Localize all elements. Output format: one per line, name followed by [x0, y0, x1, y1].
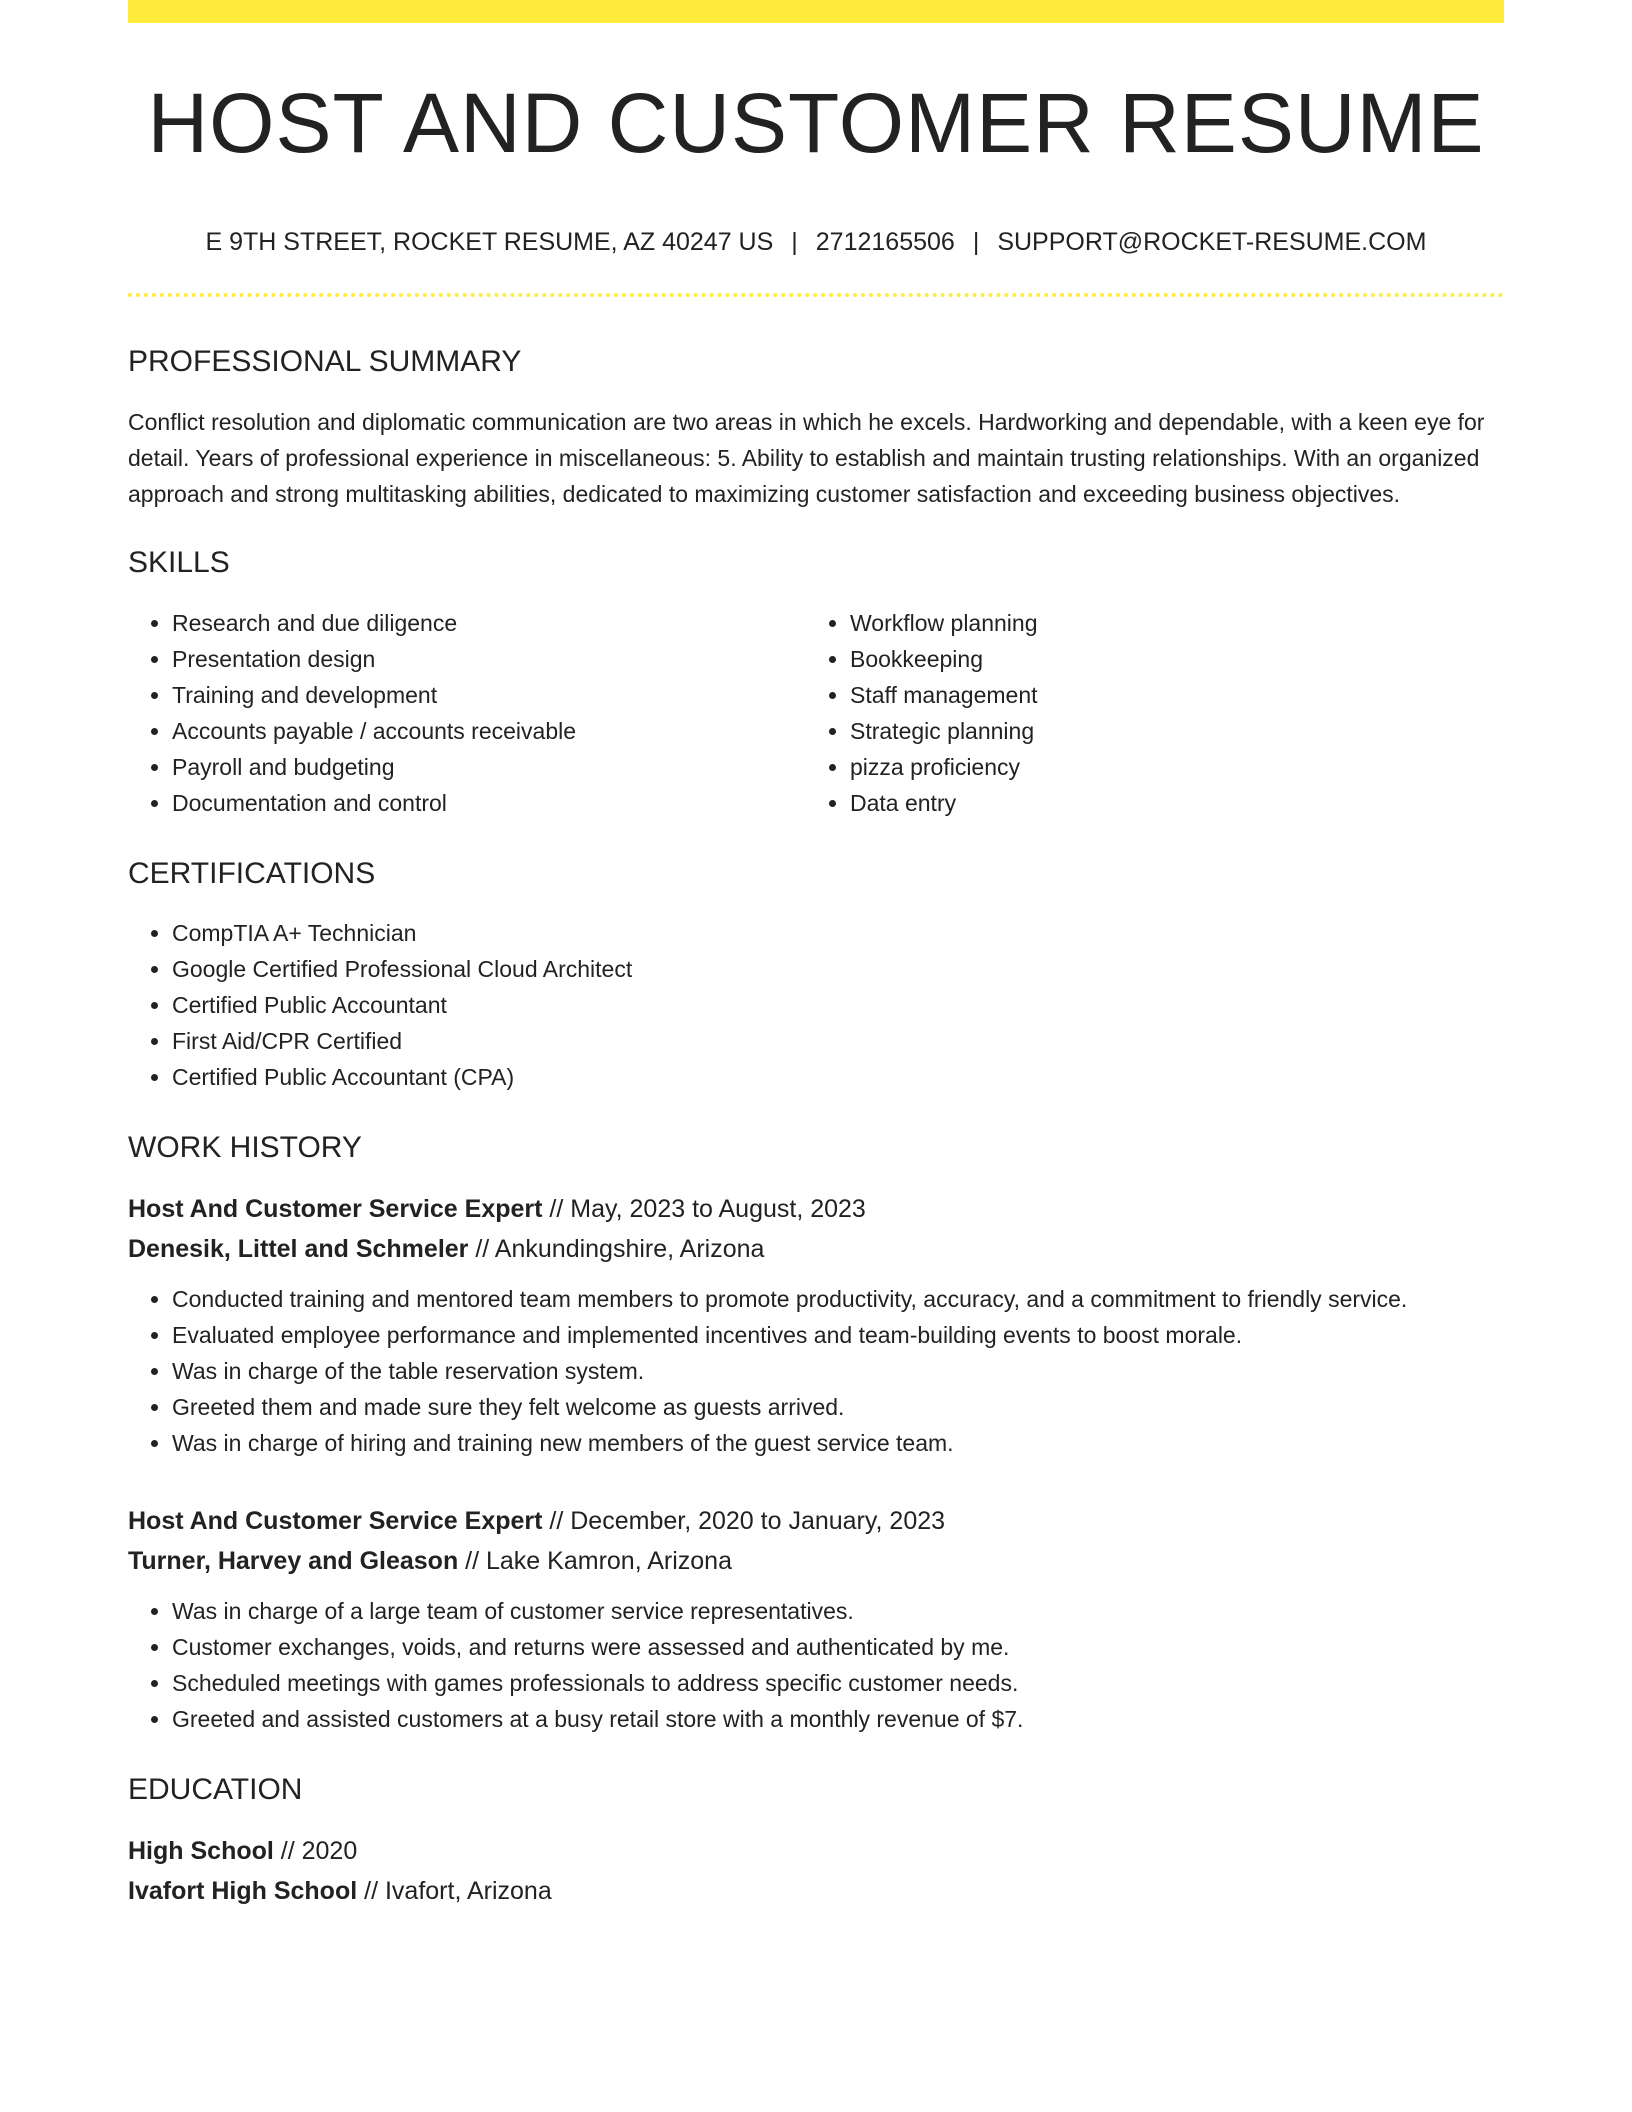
- job-title: Host And Customer Service Expert: [128, 1195, 543, 1223]
- list-item: • Accounts payable / accounts receivable: [172, 713, 806, 749]
- skills-grid: [128, 605, 1504, 821]
- education-degree: High School: [128, 1837, 274, 1865]
- skills-column-left: [128, 605, 806, 821]
- contact-line: [128, 230, 1504, 255]
- job-company-line: [128, 1229, 1504, 1269]
- job-title-line: [128, 1189, 1504, 1229]
- education-entry: [128, 1831, 1504, 1911]
- job-company: Turner, Harvey and Gleason: [128, 1547, 459, 1575]
- job-company-line: [128, 1541, 1504, 1581]
- list-item: • Was in charge of the table reservation system.: [172, 1353, 1504, 1389]
- education-school: Ivafort High School: [128, 1877, 358, 1905]
- list-item: • Documentation and control: [172, 785, 806, 821]
- education-heading: EDUCATION: [128, 1773, 303, 1806]
- contact-email: SUPPORT@ROCKET-RESUME.COM: [997, 228, 1427, 256]
- list-item: • Greeted and assisted customers at a busy retail store with a monthly revenue of $7.: [172, 1701, 1504, 1737]
- list-item: • Training and development: [172, 677, 806, 713]
- job-dates: // December, 2020 to January, 2023: [542, 1507, 946, 1535]
- job-entry: [128, 1189, 1504, 1461]
- job-title: Host And Customer Service Expert: [128, 1507, 543, 1535]
- list-item: • Bookkeeping: [850, 641, 1484, 677]
- list-item: • Was in charge of a large team of customer service representatives.: [172, 1593, 1504, 1629]
- job-title-line: [128, 1501, 1504, 1541]
- education-degree-line: [128, 1831, 1504, 1871]
- contact-phone: 2712165506: [815, 228, 955, 256]
- list-item: • Greeted them and made sure they felt welcome as guests arrived.: [172, 1389, 1504, 1425]
- list-item: • Customer exchanges, voids, and returns were assessed and authenticated by me.: [172, 1629, 1504, 1665]
- list-item: • Payroll and budgeting: [172, 749, 806, 785]
- summary-text: Conflict resolution and diplomatic communication are two areas in which he excels. Hardworking and dependable, with a keen eye for detail. Years of professional experience in miscellaneous: 5. Ability to establish and maintain trusting relationships. With an organized approach and strong multitasking abilities, dedicated to maximizing customer satisfaction and exceeding business objectives.: [128, 409, 1485, 507]
- top-accent-bar: [128, 0, 1504, 23]
- skills-heading: SKILLS: [128, 546, 230, 579]
- contact-separator: |: [791, 228, 798, 256]
- list-item: • Research and due diligence: [172, 605, 806, 641]
- list-item: • Data entry: [850, 785, 1484, 821]
- list-item: • Presentation design: [172, 641, 806, 677]
- job-company: Denesik, Littel and Schmeler: [128, 1235, 469, 1263]
- job-duties-list: [128, 1593, 1504, 1737]
- list-item: • pizza proficiency: [850, 749, 1484, 785]
- list-item: • Staff management: [850, 677, 1484, 713]
- list-item: • Certified Public Accountant: [172, 987, 1504, 1023]
- list-item: • CompTIA A+ Technician: [172, 915, 1504, 951]
- list-item: • Certified Public Accountant (CPA): [172, 1059, 1504, 1095]
- job-duties-list: [128, 1281, 1504, 1461]
- resume-page: [128, 0, 1504, 1911]
- education-year: // 2020: [273, 1837, 358, 1865]
- summary-heading: PROFESSIONAL SUMMARY: [128, 345, 522, 378]
- job-dates: // May, 2023 to August, 2023: [542, 1195, 866, 1223]
- list-item: • Conducted training and mentored team members to promote productivity, accuracy, and a commitment to friendly service.: [172, 1281, 1504, 1317]
- certifications-heading: CERTIFICATIONS: [128, 857, 376, 890]
- list-item: • Google Certified Professional Cloud Architect: [172, 951, 1504, 987]
- skills-list-right: [806, 605, 1484, 821]
- list-item: • Scheduled meetings with games professionals to address specific customer needs.: [172, 1665, 1504, 1701]
- list-item: • Was in charge of hiring and training new members of the guest service team.: [172, 1425, 1504, 1461]
- education-school-line: [128, 1871, 1504, 1911]
- skills-list-left: [128, 605, 806, 821]
- work-history-heading: WORK HISTORY: [128, 1131, 362, 1164]
- contact-separator: |: [972, 228, 980, 256]
- job-entry: [128, 1501, 1504, 1737]
- list-item: • First Aid/CPR Certified: [172, 1023, 1504, 1059]
- skills-column-right: [806, 605, 1484, 821]
- list-item: • Strategic planning: [850, 713, 1484, 749]
- education-location: // Ivafort, Arizona: [357, 1877, 552, 1905]
- list-item: • Workflow planning: [850, 605, 1484, 641]
- contact-address: E 9TH STREET, ROCKET RESUME, AZ 40247 US: [205, 228, 774, 256]
- job-location: // Lake Kamron, Arizona: [458, 1547, 732, 1575]
- header-divider: [128, 293, 1504, 297]
- list-item: • Evaluated employee performance and implemented incentives and team-building events to boost morale.: [172, 1317, 1504, 1353]
- resume-title: HOST AND CUSTOMER RESUME: [147, 76, 1485, 170]
- job-location: // Ankundingshire, Arizona: [468, 1235, 765, 1263]
- certifications-list: [128, 915, 1504, 1095]
